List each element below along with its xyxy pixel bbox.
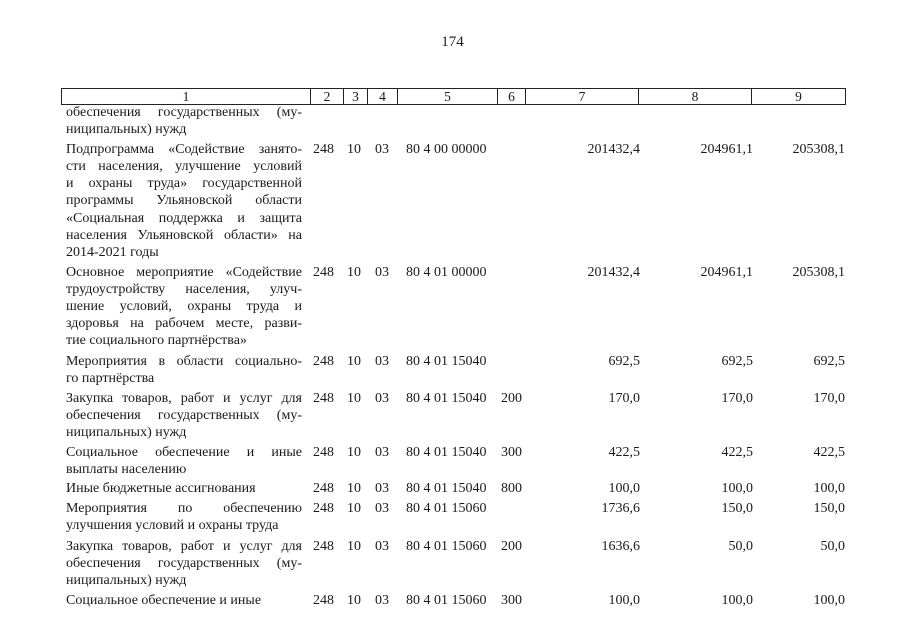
table-body — [0, 104, 905, 609]
description-line: Мероприятия по обеспечению — [66, 501, 302, 517]
row-description — [66, 264, 302, 350]
description-line: здоровья на рабочем месте, разви- — [66, 316, 302, 332]
code-column-5: 80 4 01 15040 — [406, 390, 487, 406]
amount-column-8: 150,0 — [721, 501, 753, 517]
code-column-4: 03 — [375, 353, 389, 369]
description-line: обеспечения государственных (му- — [66, 407, 302, 423]
code-column-3: 10 — [347, 353, 361, 369]
code-column-3: 10 — [347, 444, 361, 460]
code-column-5: 80 4 01 15060 — [406, 592, 487, 608]
amount-column-8: 204961,1 — [700, 264, 753, 280]
code-column-3: 10 — [347, 592, 361, 608]
table-row — [0, 592, 905, 609]
description-line: шение условий, охраны труда и — [66, 299, 302, 315]
amount-column-7: 201432,4 — [587, 264, 640, 280]
code-column-5: 80 4 01 15040 — [406, 481, 487, 497]
amount-column-7: 1736,6 — [601, 501, 640, 517]
row-description — [66, 480, 302, 497]
code-column-4: 03 — [375, 264, 389, 280]
header-col-1: 1 — [62, 89, 311, 104]
code-column-4: 03 — [375, 538, 389, 554]
code-column-3: 10 — [347, 390, 361, 406]
code-column-3: 10 — [347, 481, 361, 497]
amount-column-8: 204961,1 — [700, 141, 753, 157]
header-col-8: 8 — [639, 89, 752, 104]
header-col-4: 4 — [368, 89, 398, 104]
code-column-6: 200 — [501, 538, 522, 554]
amount-column-8: 422,5 — [721, 444, 753, 460]
code-column-2: 248 — [313, 501, 334, 517]
amount-column-7: 422,5 — [608, 444, 640, 460]
amount-column-9: 150,0 — [813, 501, 845, 517]
code-column-5: 80 4 01 15060 — [406, 538, 487, 554]
code-column-2: 248 — [313, 592, 334, 608]
description-line: Социальное обеспечение и иные — [66, 592, 262, 608]
code-column-3: 10 — [347, 538, 361, 554]
table-row — [0, 538, 905, 590]
row-description — [66, 141, 302, 261]
amount-column-9: 100,0 — [813, 481, 845, 497]
header-col-7: 7 — [526, 89, 639, 104]
amount-column-9: 422,5 — [813, 444, 845, 460]
row-description — [66, 390, 302, 442]
amount-column-7: 100,0 — [608, 592, 640, 608]
code-column-6: 300 — [501, 592, 522, 608]
description-line: тие социального партнёрства» — [66, 333, 247, 349]
row-description — [66, 592, 302, 609]
row-description — [66, 538, 302, 590]
amount-column-9: 50,0 — [820, 538, 845, 554]
code-column-6: 200 — [501, 390, 522, 406]
description-line: ниципальных) нужд — [66, 424, 187, 440]
page-number: 174 — [441, 34, 464, 50]
table-row — [0, 264, 905, 350]
description-line: Закупка товаров, работ и услуг для — [66, 538, 302, 554]
code-column-5: 80 4 01 00000 — [406, 264, 487, 280]
description-line: Иные бюджетные ассигнования — [66, 481, 256, 497]
description-line: ниципальных) нужд — [66, 122, 187, 138]
code-column-4: 03 — [375, 592, 389, 608]
table-row — [0, 390, 905, 442]
code-column-2: 248 — [313, 444, 334, 460]
code-column-4: 03 — [375, 444, 389, 460]
table-row — [0, 480, 905, 497]
description-line: Подпрограмма «Содействие занято- — [66, 141, 302, 157]
code-column-6: 800 — [501, 481, 522, 497]
description-line: ниципальных) нужд — [66, 572, 187, 588]
table-row — [0, 444, 905, 478]
amount-column-8: 50,0 — [728, 538, 753, 554]
description-line: выплаты населению — [66, 461, 187, 477]
code-column-5: 80 4 01 15040 — [406, 353, 487, 369]
table-row — [0, 500, 905, 534]
code-column-4: 03 — [375, 481, 389, 497]
code-column-2: 248 — [313, 481, 334, 497]
code-column-5: 80 4 01 15040 — [406, 444, 487, 460]
amount-column-9: 205308,1 — [792, 141, 845, 157]
code-column-2: 248 — [313, 141, 334, 157]
amount-column-7: 1636,6 — [601, 538, 640, 554]
code-column-4: 03 — [375, 141, 389, 157]
description-line: «Социальная поддержка и защита — [66, 210, 302, 226]
description-line: обеспечения государственных (му- — [66, 555, 302, 571]
amount-column-9: 205308,1 — [792, 264, 845, 280]
description-line: улучшения условий и охраны труда — [66, 518, 279, 534]
description-line: обеспечения государственных (му- — [66, 105, 302, 120]
table-header-row — [61, 88, 846, 105]
code-column-5: 80 4 01 15060 — [406, 501, 487, 517]
description-line: 2014-2021 годы — [66, 245, 159, 260]
table-row — [0, 104, 905, 138]
description-line: сти населения, улучшение условий — [66, 159, 302, 175]
amount-column-9: 692,5 — [813, 353, 845, 369]
row-description — [66, 104, 302, 138]
amount-column-7: 100,0 — [608, 481, 640, 497]
amount-column-7: 170,0 — [608, 390, 640, 406]
header-col-9: 9 — [795, 89, 802, 104]
amount-column-9: 100,0 — [813, 592, 845, 608]
amount-column-9: 170,0 — [813, 390, 845, 406]
description-line: Мероприятия в области социально- — [66, 353, 302, 369]
table-row — [0, 353, 905, 387]
description-line: Основное мероприятие «Содействие — [66, 264, 302, 280]
description-line: и охраны труда» государственной — [66, 176, 302, 192]
table-row — [0, 141, 905, 261]
code-column-2: 248 — [313, 353, 334, 369]
code-column-2: 248 — [313, 538, 334, 554]
header-col-5: 5 — [398, 89, 498, 104]
header-col-3: 3 — [344, 89, 368, 104]
amount-column-8: 692,5 — [721, 353, 753, 369]
header-col-6: 6 — [498, 89, 526, 104]
amount-column-8: 170,0 — [721, 390, 753, 406]
code-column-4: 03 — [375, 390, 389, 406]
row-description — [66, 500, 302, 534]
code-column-3: 10 — [347, 141, 361, 157]
description-line: населения Ульяновской области» на — [66, 227, 302, 243]
description-line: программы Ульяновской области — [66, 193, 302, 209]
amount-column-8: 100,0 — [721, 481, 753, 497]
row-description — [66, 353, 302, 387]
amount-column-7: 201432,4 — [587, 141, 640, 157]
description-line: Закупка товаров, работ и услуг для — [66, 390, 302, 406]
code-column-2: 248 — [313, 264, 334, 280]
code-column-3: 10 — [347, 501, 361, 517]
amount-column-7: 692,5 — [608, 353, 640, 369]
amount-column-8: 100,0 — [721, 592, 753, 608]
description-line: трудоустройству населения, улуч- — [66, 281, 302, 297]
code-column-6: 300 — [501, 444, 522, 460]
code-column-5: 80 4 00 00000 — [406, 141, 487, 157]
row-description — [66, 444, 302, 478]
description-line: Социальное обеспечение и иные — [66, 444, 302, 460]
code-column-4: 03 — [375, 501, 389, 517]
code-column-2: 248 — [313, 390, 334, 406]
code-column-3: 10 — [347, 264, 361, 280]
description-line: го партнёрства — [66, 370, 155, 386]
header-col-2: 2 — [311, 89, 344, 104]
